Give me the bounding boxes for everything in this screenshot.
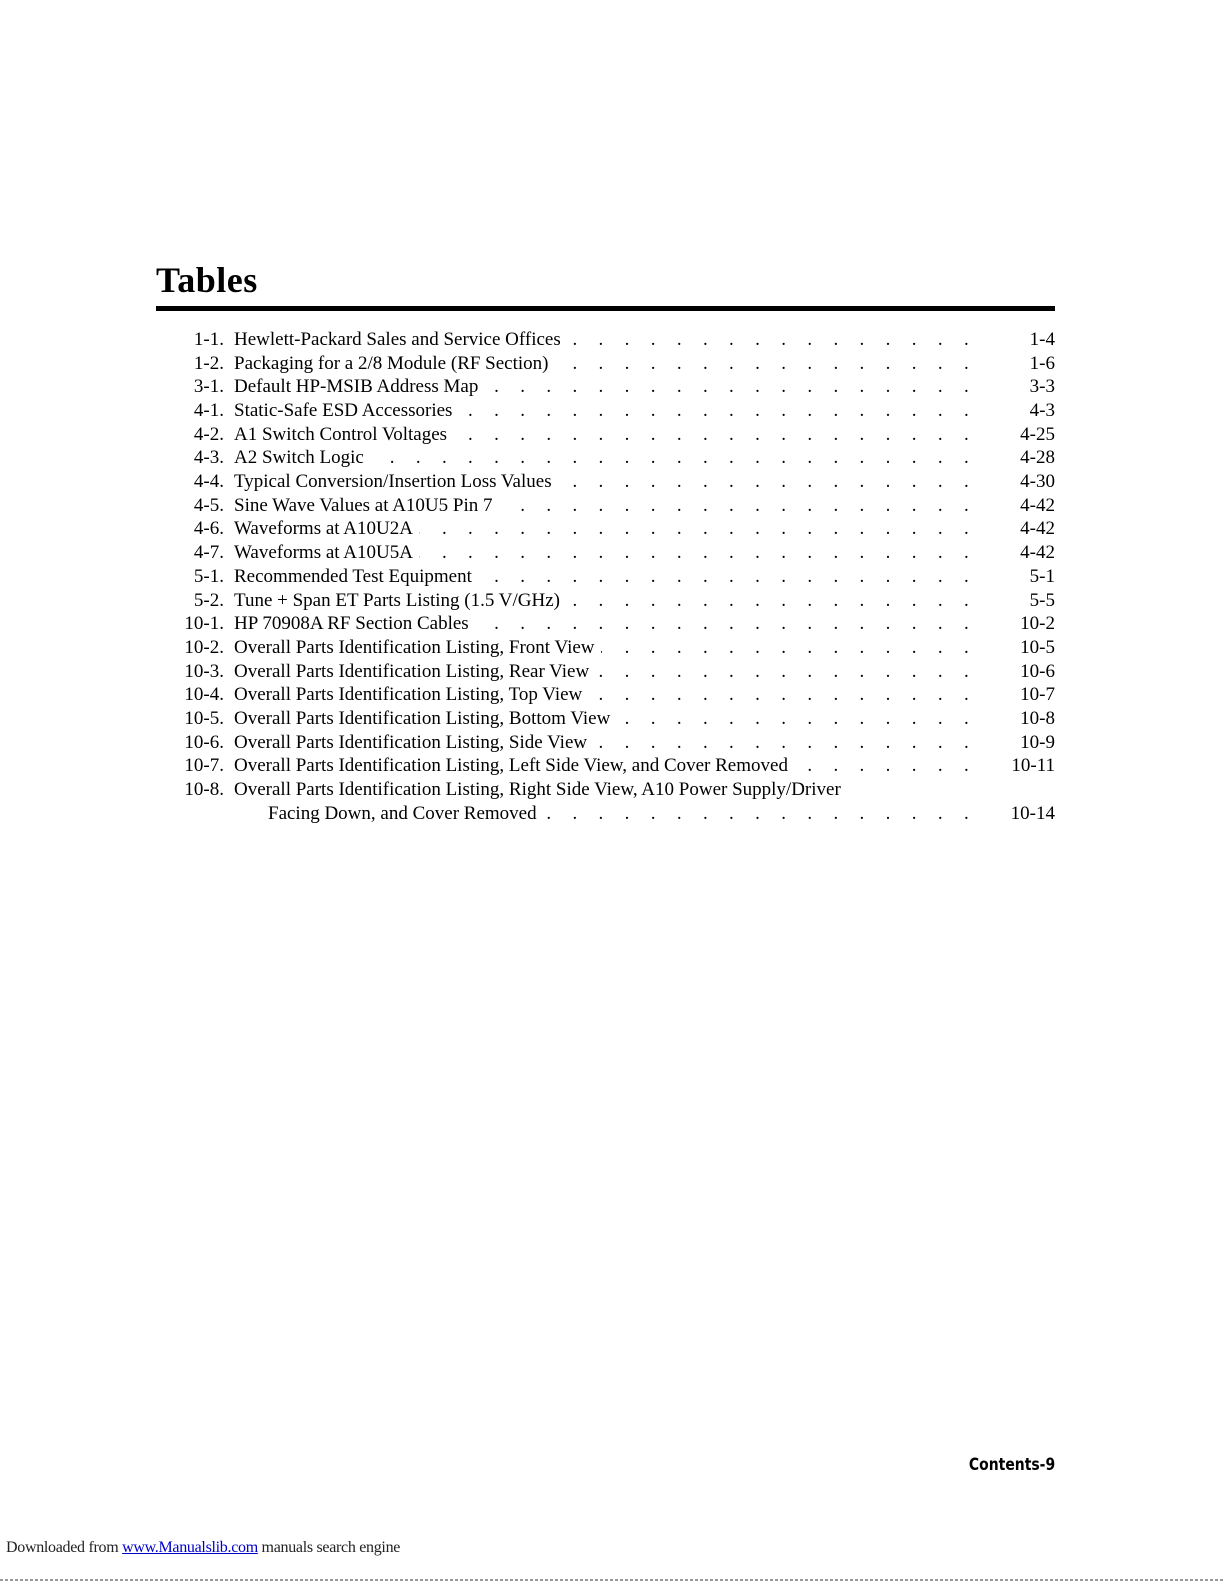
toc-title: Waveforms at A10U5A — [234, 542, 413, 564]
toc-page-number: 4-28 — [1020, 447, 1055, 469]
toc-title: Overall Parts Identification Listing, Left Side View, and Cover Removed — [234, 755, 788, 777]
toc-dot-leader — [498, 494, 977, 518]
toc-page-number: 10-11 — [1011, 755, 1055, 777]
bottom-scan-line — [0, 1575, 1225, 1585]
toc-page-number: 4-30 — [1020, 471, 1055, 493]
toc-number: 5-2. — [193, 589, 224, 611]
toc-title: Static-Safe ESD Accessories — [234, 400, 453, 422]
toc-number: 4-7. — [193, 542, 224, 564]
toc-number: 10-7. — [184, 755, 224, 777]
toc-title: Overall Parts Identification Listing, Bottom View — [234, 707, 611, 729]
toc-page-number: 4-42 — [1020, 542, 1055, 564]
toc-number: 1-1. — [193, 328, 224, 350]
toc-title: Overall Parts Identification Listing, Side View — [234, 731, 588, 753]
manualslib-link[interactable]: www.Manualslib.com — [122, 1539, 258, 1556]
toc-page-number: 4-42 — [1020, 494, 1055, 516]
toc-page-number: 5-5 — [1029, 589, 1055, 611]
toc-number: 4-5. — [193, 494, 224, 516]
toc-page-number: 10-9 — [1020, 731, 1055, 753]
toc-row — [156, 399, 1055, 423]
toc-title: Overall Parts Identification Listing, Rear View — [234, 660, 590, 682]
toc-row — [156, 470, 1055, 494]
toc-title: Default HP-MSIB Address Map — [234, 376, 479, 398]
page-footer-label: Contents-9 — [968, 1455, 1055, 1475]
toc-number: 10-2. — [184, 636, 224, 658]
toc-number: 5-1. — [193, 565, 224, 587]
toc-page-number: 10-2 — [1020, 613, 1055, 635]
toc-row — [156, 636, 1055, 660]
title-rule — [156, 306, 1055, 311]
toc-dot-leader — [616, 707, 977, 731]
toc-row — [156, 778, 1055, 802]
table-of-tables — [156, 328, 1055, 825]
toc-title: Overall Parts Identification Listing, Top View — [234, 684, 583, 706]
download-bar — [6, 1539, 400, 1557]
toc-row — [156, 589, 1055, 613]
toc-page-number: 10-14 — [1010, 802, 1055, 824]
toc-row-continuation — [156, 802, 1055, 826]
toc-page-number: 4-42 — [1020, 518, 1055, 540]
toc-title: A2 Switch Logic — [234, 447, 364, 469]
toc-row — [156, 541, 1055, 565]
toc-title-continuation: Facing Down, and Cover Removed — [268, 802, 537, 824]
toc-row — [156, 683, 1055, 707]
toc-page-number: 3-3 — [1029, 376, 1055, 398]
toc-title: Recommended Test Equipment — [234, 565, 472, 587]
toc-title: Typical Conversion/Insertion Loss Values — [234, 471, 552, 493]
toc-title: Overall Parts Identification Listing, Right Side View, A10 Power Supply/Driver — [234, 779, 841, 801]
toc-page-number: 10-8 — [1020, 707, 1055, 729]
toc-title: Hewlett-Packard Sales and Service Offices — [234, 328, 561, 350]
download-prefix: Downloaded from — [6, 1539, 119, 1556]
toc-number: 10-5. — [184, 707, 224, 729]
toc-dot-leader — [601, 636, 978, 660]
toc-row — [156, 423, 1055, 447]
toc-dot-leader — [558, 470, 977, 494]
toc-dot-leader — [370, 446, 977, 470]
toc-dot-leader — [453, 423, 977, 447]
toc-row — [156, 446, 1055, 470]
toc-number: 10-1. — [184, 613, 224, 635]
toc-number: 4-4. — [193, 471, 224, 493]
toc-page-number: 10-6 — [1020, 660, 1055, 682]
toc-row — [156, 375, 1055, 399]
toc-dot-leader — [555, 352, 977, 376]
toc-page-number: 10-5 — [1020, 636, 1055, 658]
toc-dot-leader — [478, 565, 977, 589]
toc-dot-leader — [419, 541, 977, 565]
toc-row — [156, 707, 1055, 731]
toc-row — [156, 754, 1055, 778]
toc-number: 10-8. — [184, 779, 224, 801]
toc-row — [156, 612, 1055, 636]
toc-number: 10-6. — [184, 731, 224, 753]
toc-page-number: 10-7 — [1020, 684, 1055, 706]
toc-title: Sine Wave Values at A10U5 Pin 7 — [234, 494, 493, 516]
toc-row — [156, 565, 1055, 589]
toc-dot-leader — [567, 328, 977, 352]
toc-number: 4-6. — [193, 518, 224, 540]
toc-title: Packaging for a 2/8 Module (RF Section) — [234, 352, 549, 374]
toc-row — [156, 328, 1055, 352]
toc-page-number: 1-4 — [1029, 328, 1055, 350]
toc-number: 10-3. — [184, 660, 224, 682]
toc-dot-leader — [588, 683, 977, 707]
toc-dot-leader — [566, 589, 977, 613]
toc-dot-leader — [794, 754, 977, 778]
toc-number: 1-2. — [193, 352, 224, 374]
toc-row — [156, 352, 1055, 376]
toc-page-number: 5-1 — [1029, 565, 1055, 587]
page-title: Tables — [156, 260, 258, 300]
toc-title: Waveforms at A10U2A — [234, 518, 413, 540]
toc-dot-leader — [475, 612, 977, 636]
toc-dot-leader — [458, 399, 977, 423]
download-suffix: manuals search engine — [261, 1539, 401, 1556]
toc-title: A1 Switch Control Voltages — [234, 423, 448, 445]
toc-dot-leader — [595, 660, 977, 684]
toc-title: HP 70908A RF Section Cables — [234, 613, 469, 635]
toc-row — [156, 731, 1055, 755]
toc-number: 10-4. — [184, 684, 224, 706]
toc-dot-leader — [419, 517, 977, 541]
toc-row — [156, 660, 1055, 684]
toc-dot-leader — [484, 375, 977, 399]
toc-row — [156, 518, 1055, 542]
toc-page-number: 1-6 — [1029, 352, 1055, 374]
toc-title: Tune + Span ET Parts Listing (1.5 V/GHz) — [234, 589, 560, 611]
toc-number: 3-1. — [193, 376, 224, 398]
toc-title: Overall Parts Identification Listing, Front View — [234, 636, 595, 658]
toc-page-number: 4-25 — [1020, 423, 1055, 445]
toc-dot-leader — [593, 731, 977, 755]
toc-row — [156, 494, 1055, 518]
toc-page-number: 4-3 — [1029, 400, 1055, 422]
toc-number: 4-1. — [193, 400, 224, 422]
toc-number: 4-3. — [193, 447, 224, 469]
toc-dot-leader — [543, 802, 977, 826]
toc-number: 4-2. — [193, 423, 224, 445]
